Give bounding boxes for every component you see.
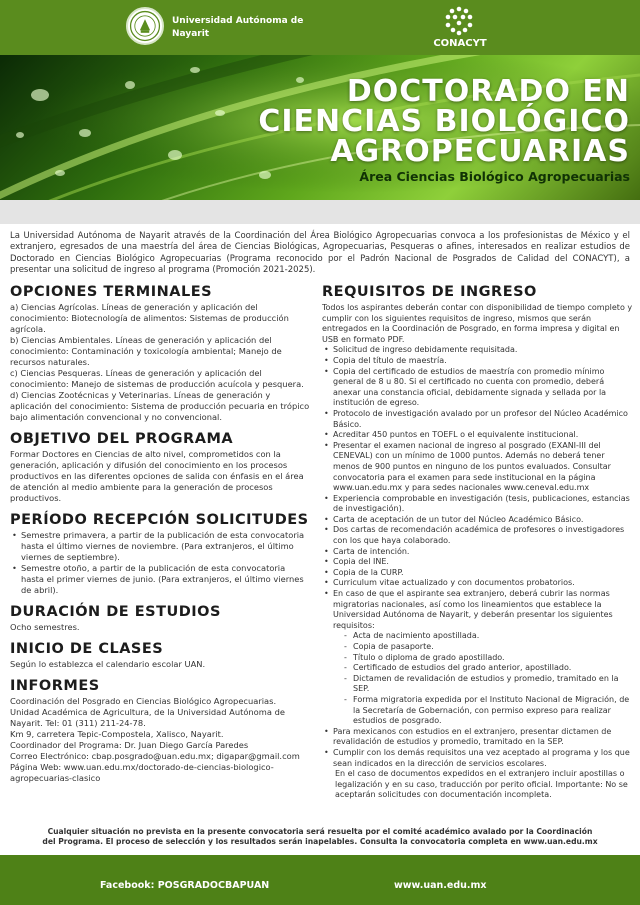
informes-web-link[interactable]: Página Web: www.uan.edu.mx/doctorado-de-ciencias-biologico-agropecuarias-clasico [10, 762, 274, 783]
list-item: - Certificado de estudios del grado anterior, apostillado. [344, 663, 634, 674]
list-item: • Protocolo de investigación avalado por un profesor del Núcleo Académico Básico. [322, 409, 634, 430]
opcion-item: c) Ciencias Pesqueras. Líneas de generación y aplicación del conocimiento: Manejo de sistemas de producción acuícola y pesquera. [10, 368, 304, 389]
list-item: • Copia del título de maestría. [322, 356, 634, 367]
objetivo-text: Formar Doctores en Ciencias de alto nivel, comprometidos con la generación, aplicación y difusión del conocimiento en los procesos productivos en las diferentes opciones de salida con énfasis en el área de atención al medio ambiente para la generación de procesos productivos. [10, 449, 304, 503]
conacyt-logo-icon [442, 4, 476, 38]
section-title-informes: INFORMES [10, 678, 100, 694]
list-item: • Para mexicanos con estudios en el extranjero, presentar dictamen de revalidación de estudios y promedio, tramitado en la SEP. [322, 727, 634, 748]
section-title-objetivo: OBJETIVO DEL PROGRAMA [10, 431, 234, 447]
opcion-item: a) Ciencias Agrícolas. Líneas de generación y aplicación del conocimiento: Biotecnología de alimentos: Sistemas de producción agrícola. [10, 302, 289, 334]
section-title-periodo: PERÍODO RECEPCIÓN SOLICITUDES [10, 512, 309, 528]
informes-line: Unidad Académica de Agricultura, de la Universidad Autónoma de Nayarit. Tel: 01 (311) 211-24-78. [10, 707, 285, 728]
informes-line: Coordinación del Posgrado en Ciencias Biológico Agropecuarias. [10, 696, 277, 706]
list-item: • Copia del certificado de estudios de maestría con promedio mínimo general de 8 u 80. Si el certificado no cuenta con promedio, deberá anexar una constancia oficial, debidamente signada y sellada por la institución de egreso. [322, 367, 634, 409]
hero-banner [0, 55, 640, 200]
list-item: • Carta de intención. [322, 547, 634, 558]
list-item: • Experiencia comprobable en investigación (tesis, publicaciones, estancias de investigación). [322, 494, 634, 515]
list-item: • Solicitud de ingreso debidamente requisitada. [322, 345, 634, 356]
header-band [0, 0, 640, 55]
university-name: Universidad Autónoma de Nayarit [172, 16, 304, 39]
list-item: • Cumplir con los demás requisitos una vez aceptado al programa y los que sean indicados en la dirección de servicios escolares. [322, 748, 634, 769]
list-item: • En caso de que el aspirante sea extranjero, deberá cubrir las normas migratorias nacionales, así como los lineamientos que establece la Universidad Autónoma de Nayarit, y deberán presentar los siguientes requisitos: [322, 589, 634, 631]
left-column [10, 284, 310, 784]
section-title-duracion: DURACIÓN DE ESTUDIOS [10, 604, 221, 620]
list-item: - Título o diploma de grado apostillado. [344, 653, 634, 664]
conacyt-name: CONACYT [433, 38, 487, 49]
list-item: • Copia del INE. [322, 557, 634, 568]
list-item: • Semestre otoño, a partir de la publicación de esta convocatoria hasta el primer viernes de junio. (Para extranjeros, el último viernes de abril). [10, 563, 310, 596]
inicio-text: Según lo establezca el calendario escolar UAN. [10, 659, 206, 669]
list-item: - Dictamen de revalidación de estudios y promedio, tramitado en la SEP. [344, 674, 634, 695]
facebook-link[interactable]: Facebook: POSGRADOCBAPUAN [100, 880, 270, 891]
university-seal-icon [126, 7, 164, 45]
list-item: • Carta de aceptación de un tutor del Núcleo Académico Básico. [322, 515, 634, 526]
duracion-text: Ocho semestres. [10, 622, 80, 632]
informes-email[interactable]: Correo Electrónico: cbap.posgrado@uan.edu.mx; digapar@gmail.com [10, 751, 300, 761]
list-item: - Forma migratoria expedida por el Instituto Nacional de Migración, de la Secretaría de Gobernación, con permiso expreso para realizar estudios de posgrado. [344, 695, 634, 727]
periodo-list [10, 530, 310, 596]
list-item: • Acreditar 450 puntos en TOEFL o el equivalente institucional. [322, 430, 634, 441]
extranjero-sublist [344, 631, 634, 726]
list-item: • Presentar el examen nacional de ingreso al posgrado (EXANI-III del CENEVAL) con un mínimo de 1000 puntos. Además no deberá tener menos de 900 puntos en ninguno de los puntos evaluados. Consultar convocatoria para el examen para sede institucional en la página www.uan.edu.mx y para sedes nacionales www.ceneval.edu.mx [322, 441, 634, 494]
requisitos-list-extra [322, 727, 634, 769]
title-line: DOCTORADO EN [346, 74, 630, 109]
requisitos-intro: Todos los aspirantes deberán contar con disponibilidad de tiempo completo y cumplir con los siguientes requisitos de ingreso, mismos que serán entregados en la Coordinación de Posgrado, en forma impresa y digital en USB en formato PDF. [322, 303, 633, 344]
divider-band [0, 200, 640, 224]
right-column [322, 284, 634, 801]
intro-paragraph: La Universidad Autónoma de Nayarit através de la Coordinación del Área Biológico Agropecuarias convoca a los profesionistas de México y el extranjero, egresados de una maestría del área de Ciencias Biológicas, Agropecuarias, Pesqueras o afines, interesados en realizar estudios de Doctorado en Ciencias Biológico Agropecuarias (Programa reconocido por el Padrón Nacional de Posgrados de Calidad del CONACYT), a presentar una solicitud de ingreso al programa (Promoción 2021-2025). [10, 231, 630, 276]
list-item: - Copia de pasaporte. [344, 642, 634, 653]
informes-line: Coordinador del Programa: Dr. Juan Diego García Paredes [10, 740, 249, 750]
list-item: • Semestre primavera, a partir de la publicación de esta convocatoria hasta el último viernes de noviembre. (Para extranjeros, el último viernes de septiembre). [10, 530, 310, 563]
requisitos-closing: En el caso de documentos expedidos en el extranjero incluir apostillas o legalización y en su caso, traducción por perito oficial. Importante: No se aceptarán solicitudes con documentación incompleta. [335, 769, 628, 800]
area-subtitle: Área Ciencias Biológico Agropecuarias [359, 169, 630, 184]
section-title-inicio: INICIO DE CLASES [10, 641, 164, 657]
section-title-opciones: OPCIONES TERMINALES [10, 284, 213, 300]
list-item: - Acta de nacimiento apostillada. [344, 631, 634, 642]
title-line: CIENCIAS BIOLÓGICO [258, 104, 630, 139]
opcion-item: d) Ciencias Zootécnicas y Veterinarias. Líneas de generación y aplicación del conocimiento: Sistema de producción pecuaria en trópico bajo alimentación convencional y no convencional. [10, 390, 310, 422]
informes-line: Km 9, carretera Tepic-Compostela, Xalisco, Nayarit. [10, 729, 224, 739]
list-item: • Dos cartas de recomendación académica de profesores o investigadores con los que haya colaborado. [322, 525, 634, 546]
requisitos-list [322, 345, 634, 631]
list-item: • Curriculum vitae actualizado y con documentos probatorios. [322, 578, 634, 589]
footer-band [0, 855, 640, 905]
section-title-requisitos: REQUISITOS DE INGRESO [322, 284, 537, 300]
footnote: Cualquier situación no prevista en la presente convocatoria será resuelta por el comité académico avalado por la Coordinación del Programa. El proceso de selección y los resultados serán inapelables. Consulta la convocatoria completa en www.uan.edu.mx [42, 827, 598, 846]
list-item: • Copia de la CURP. [322, 568, 634, 579]
title-line: AGROPECUARIAS [330, 134, 630, 169]
website-link[interactable]: www.uan.edu.mx [394, 880, 487, 891]
program-title [200, 74, 630, 169]
opcion-item: b) Ciencias Ambientales. Líneas de generación y aplicación del conocimiento: Contaminación y toxicología ambiental; Manejo de recursos naturales. [10, 335, 282, 367]
